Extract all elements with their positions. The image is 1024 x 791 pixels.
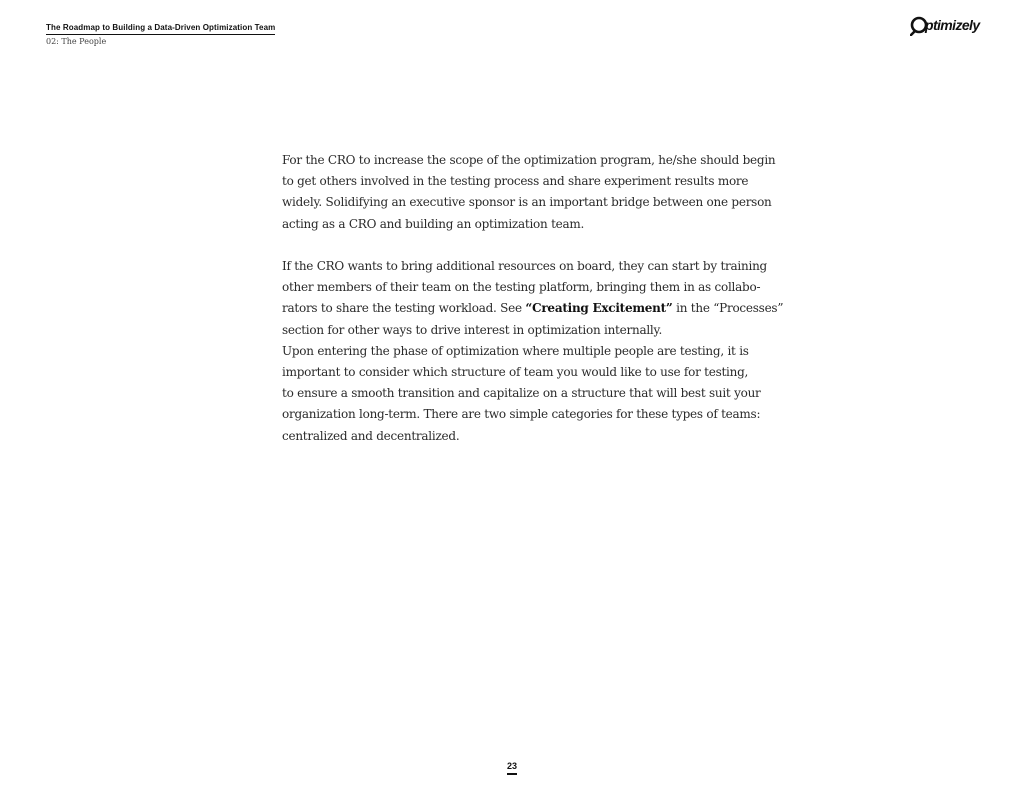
paragraph-3-line-2: important to consider which structure of team you would like to use for testing, bbox=[282, 365, 749, 380]
paragraph-1-line-4: acting as a CRO and building an optimization team. bbox=[282, 216, 585, 231]
paragraph-1-line-3: widely. Solidifying an executive sponsor is an important bridge between one person bbox=[282, 195, 772, 210]
body-text bbox=[282, 150, 784, 447]
paragraph-2-line-4: section for other ways to drive interest in optimization internally. bbox=[282, 322, 663, 337]
running-header bbox=[46, 15, 275, 46]
section-label: 02: The People bbox=[46, 37, 107, 46]
optimizely-logo-icon bbox=[910, 14, 982, 36]
svg-text:ptimizely: ptimizely bbox=[925, 17, 980, 33]
paragraph-1-line-2: to get others involved in the testing process and share experiment results more bbox=[282, 174, 749, 189]
line-text: in the “Processes” bbox=[672, 301, 784, 316]
paragraph-3-line-1: Upon entering the phase of optimization where multiple people are testing, it is bbox=[282, 343, 749, 358]
line-text: rators to share the testing workload. See bbox=[282, 301, 526, 316]
paragraph-3-line-3: to ensure a smooth transition and capitalize on a structure that will best suit your bbox=[282, 386, 761, 401]
paragraph-3-line-4: organization long-term. There are two simple categories for these types of teams: bbox=[282, 407, 761, 422]
page-number-underline bbox=[507, 773, 517, 775]
creating-excitement-link[interactable]: “Creating Excitement” bbox=[525, 301, 673, 316]
paragraph-1-line-1: For the CRO to increase the scope of the optimization program, he/she should begin bbox=[282, 153, 776, 167]
paragraph-3-line-5: centralized and decentralized. bbox=[282, 428, 460, 443]
paragraph-2-line-1: If the CRO wants to bring additional resources on board, they can start by training bbox=[282, 259, 767, 273]
paragraph-2-line-3 bbox=[282, 298, 784, 319]
paragraph-2-line-2: other members of their team on the testing platform, bringing them in as collabo- bbox=[282, 280, 761, 295]
paragraph-gap bbox=[282, 235, 752, 256]
page-number: 23 bbox=[506, 761, 517, 771]
document-title: The Roadmap to Building a Data-Driven Optimization Team bbox=[46, 23, 275, 35]
